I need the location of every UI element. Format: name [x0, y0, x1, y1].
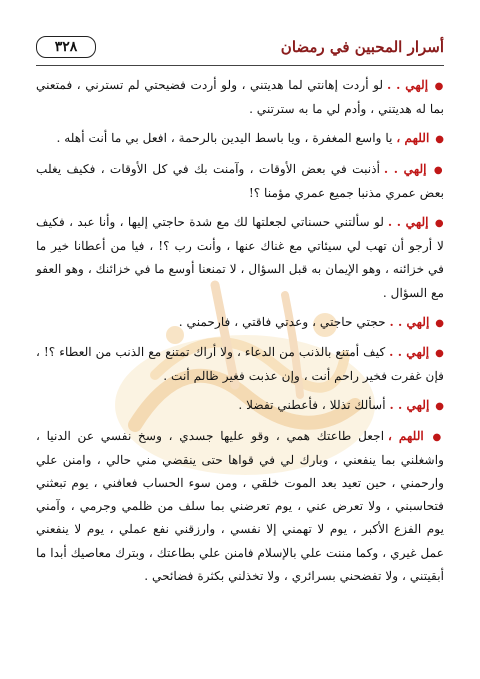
paragraph-lead: إلهي . .	[389, 314, 430, 329]
header-rule	[36, 65, 444, 66]
bullet-icon: ●	[434, 81, 444, 92]
paragraph	[36, 394, 444, 418]
paragraph-text: أذنبت في بعض الأوقات ، وآمنت بك في كل الأوقات ، فكيف يغلب بعض عمري مذنبا جميع عمري مؤمنا ؟!	[36, 161, 444, 200]
paragraph-text: أسألك تذللا ، فأعطني تفضلا .	[238, 398, 390, 413]
paragraph	[36, 127, 444, 151]
paragraph-text: يا واسع المغفرة ، ويا باسط اليدين بالرحمة ، افعل بي ما أنت أهله .	[56, 131, 397, 146]
paragraph-lead: إلهي . .	[389, 398, 430, 413]
bullet-icon: ●	[435, 134, 444, 146]
paragraph-lead: إلهي . .	[389, 345, 430, 360]
paragraph-text: لو سألتني حسناتي لجعلتها لك مع شدة حاجتي إليها ، وأنا عبد ، فكيف لا أرجو أن تهب لي سيئاتي مع غناك عنها ، وأنت رب ؟! ، فيا من أعطانا خير ما في خزائنه ، وهو الإيمان به قبل السؤال ، لا تمنعنا أوسع ما في خزائنك ، وهو العفو مع السؤال .	[36, 215, 444, 300]
paragraph-lead: إلهي . .	[387, 215, 429, 230]
page-number: ٣٢٨	[36, 36, 96, 58]
paragraph-lead: اللهم ،	[396, 131, 430, 146]
book-title: أسرار المحبين في رمضان	[280, 38, 444, 56]
supplication-text	[36, 74, 444, 594]
paragraph	[36, 311, 444, 335]
paragraph-text: كيف أمتنع بالذنب من الدعاء ، ولا أراك تمتنع مع الذنب من العطاء ؟! ، فإن غفرت فخير راحم أنت ، وإن عذبت فغير ظالم أنت .	[36, 345, 444, 384]
bullet-icon: ●	[435, 401, 444, 413]
paragraph-text: اجعل طاعتك همي ، وقو عليها جسدي ، وسخ نفسي عن الدنيا ، واشغلني بما ينفعني ، وبارك لي في قواها حتى ينقضي مني حالي ، وامنن علي وارحمني ، حين تعيد بعد الموت خلقي ، ومن سوء الحساب فعافني ، يوم تبعثني فتحاسبني ، ولا تعرض عني ، يوم تعرضني بما سلف من ظلمي وجرمي ، وآمني يوم الفزع الأكبر ، يوم لا تهمني إلا نفسي ، وارزقني نفع عملي ، يوم لا ينفعني عمل غيري ، وكما مننت علي بالإسلام فامنن علي بطاعتك ، وبترك معاصيك أبدا ما أبقيتني ، ولا تفضحني بسرائري ، ولا تخذلني بكثرة فضائحي .	[36, 428, 444, 583]
paragraph-text: حجتي حاجتي ، وعدتي فاقتي ، فارحمني .	[178, 314, 390, 329]
bullet-icon: ●	[432, 431, 444, 443]
paragraph-lead: إلهي . .	[387, 78, 429, 92]
bullet-icon: ●	[433, 164, 444, 176]
paragraph-lead: إلهي . .	[383, 161, 427, 176]
paragraph	[36, 74, 444, 121]
paragraph-text: لو أردت إهانتي لما هديتني ، ولو أردت فضيحتي لم تسترني ، فمتعني بما له هديتني ، وأدم لي ما به سترتني .	[36, 78, 444, 117]
paragraph	[36, 341, 444, 388]
paragraph	[36, 158, 444, 205]
page-header	[36, 36, 444, 66]
bullet-icon: ●	[435, 317, 444, 329]
bullet-icon: ●	[435, 348, 444, 360]
paragraph	[36, 211, 444, 305]
bullet-icon: ●	[434, 218, 444, 230]
paragraph	[36, 425, 444, 588]
paragraph-lead: اللهم ،	[387, 428, 424, 443]
